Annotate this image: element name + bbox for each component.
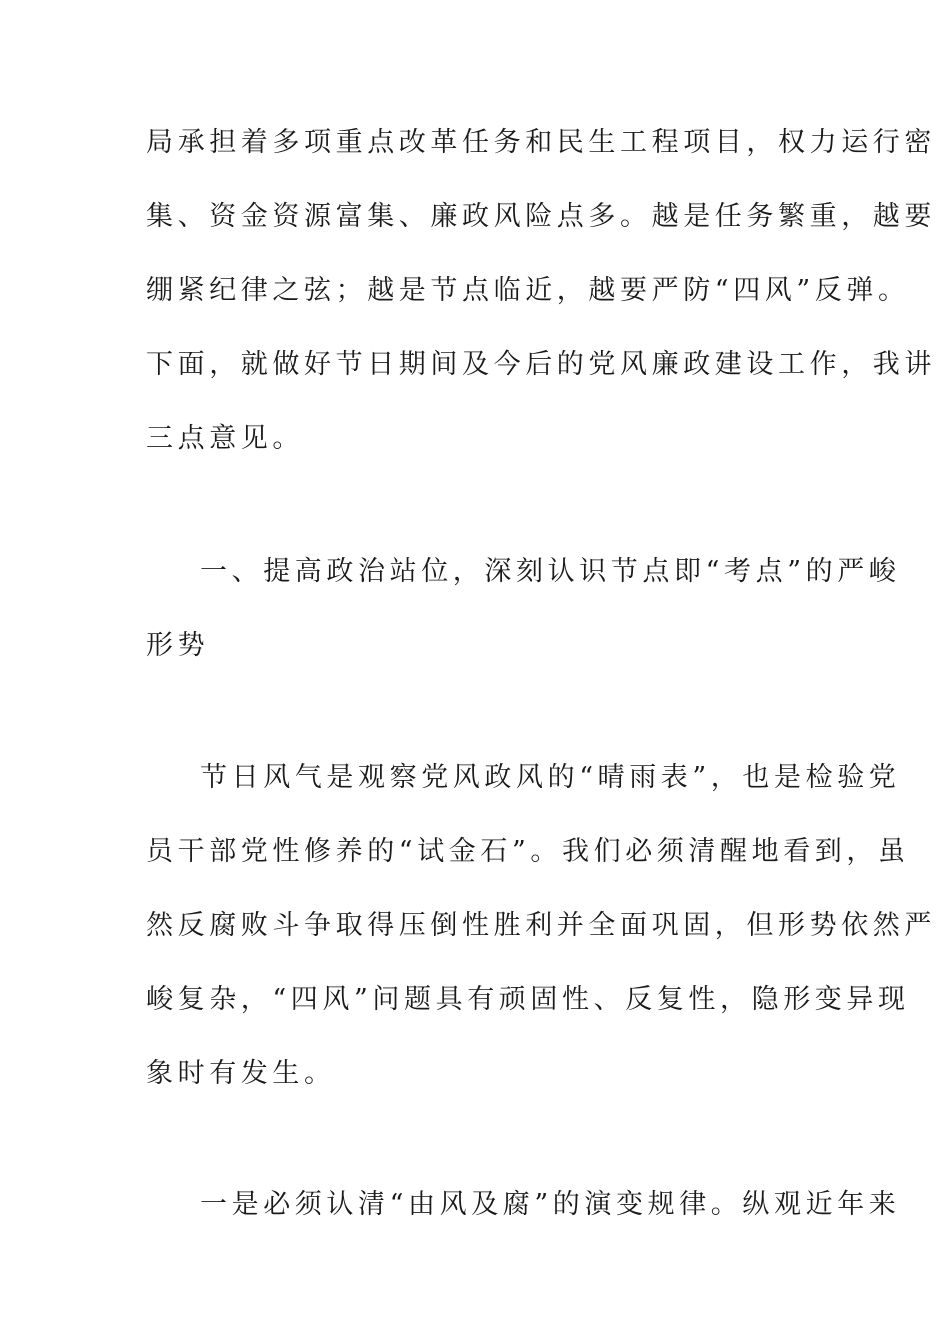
- paragraph-3-line-1: 一是必须认清“由风及腐”的演变规律。纵观近年来: [200, 1189, 901, 1220]
- paragraph-1-line-2: 集、资金资源富集、廉政风险点多。越是任务繁重，越要: [146, 201, 936, 232]
- heading-1-line-2: 形势: [146, 630, 210, 661]
- paragraph-2-line-2: 员干部党性修养的“试金石”。我们必须清醒地看到，虽: [146, 836, 910, 867]
- paragraph-2-line-1: 节日风气是观察党风政风的“晴雨表”，也是检验党: [200, 762, 901, 793]
- heading-1-line-1: 一、提高政治站位，深刻认识节点即“考点”的严峻: [200, 556, 901, 587]
- paragraph-1-line-5: 三点意见。: [146, 423, 304, 454]
- paragraph-2-line-5: 象时有发生。: [146, 1058, 336, 1089]
- paragraph-2-line-3: 然反腐败斗争取得压倒性胜利并全面巩固，但形势依然严: [146, 910, 936, 941]
- paragraph-2-line-4: 峻复杂，“四风”问题具有顽固性、反复性，隐形变异现: [146, 984, 910, 1015]
- paragraph-1-line-1: 局承担着多项重点改革任务和民生工程项目，权力运行密: [146, 127, 936, 158]
- paragraph-1-line-3: 绷紧纪律之弦；越是节点临近，越要严防“四风”反弹。: [146, 275, 910, 306]
- paragraph-1-line-4: 下面，就做好节日期间及今后的党风廉政建设工作，我讲: [146, 349, 936, 380]
